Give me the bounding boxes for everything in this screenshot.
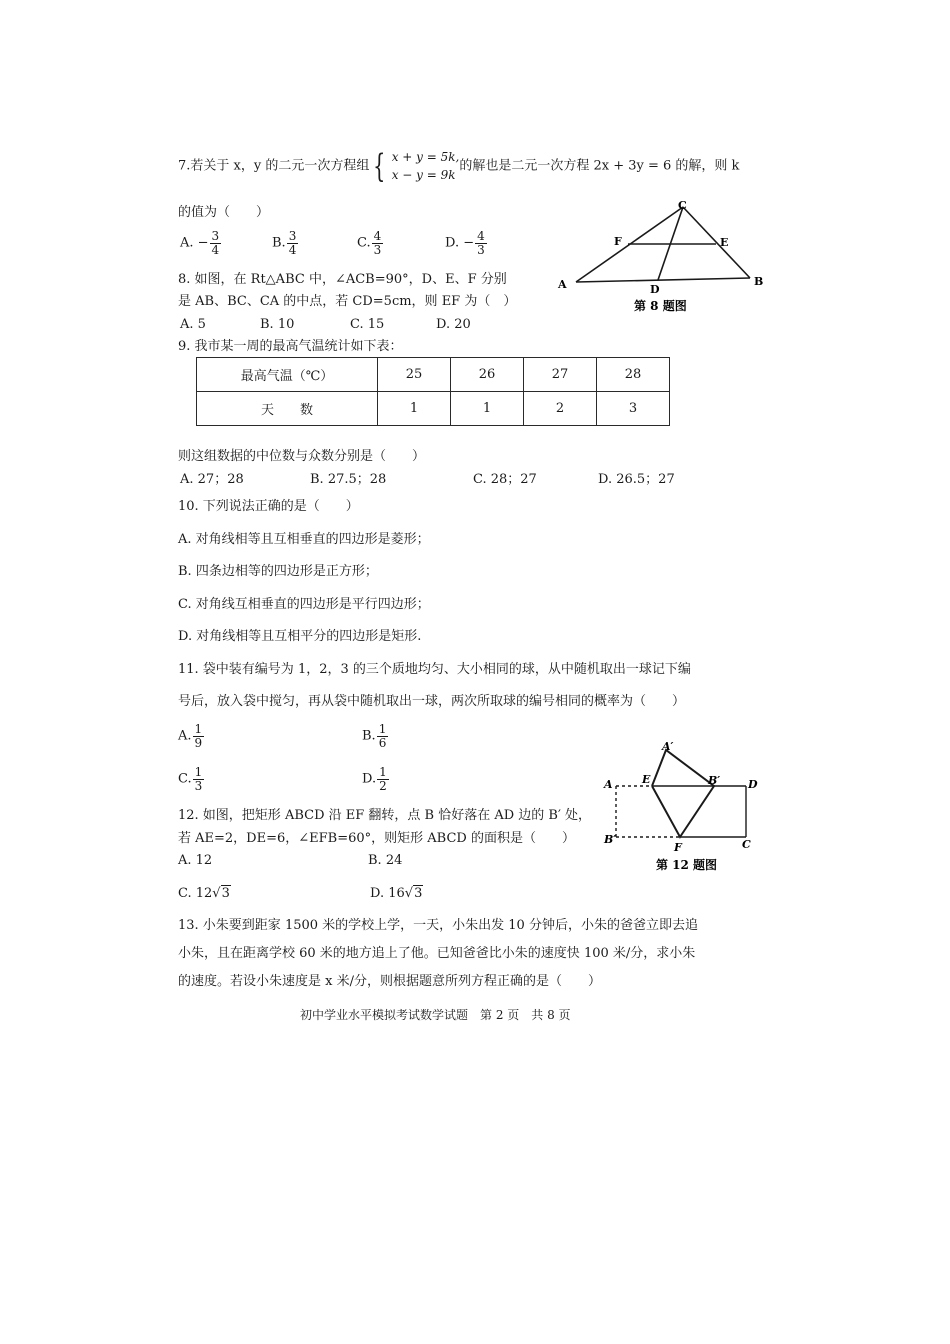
table-cell: 28 — [597, 358, 670, 392]
q10-stem: 10. 下列说法正确的是（ ） — [178, 499, 359, 514]
q12-option-c: C. 12√3 — [178, 886, 230, 901]
q8-option-a: A. 5 — [180, 317, 206, 332]
q9-question: 则这组数据的中位数与众数分别是（ ） — [178, 449, 426, 464]
q12-line2: 若 AE=2，DE=6，∠EFB=60°，则矩形 ABCD 的面积是（ ） — [178, 831, 575, 846]
q10-option-b: B. 四条边相等的四边形是正方形； — [178, 564, 378, 579]
q10-option-c: C. 对角线互相垂直的四边形是平行四边形； — [178, 597, 430, 612]
q12-label-f: F — [674, 841, 682, 854]
q10-option-d: D. 对角线相等且互相平分的四边形是矩形. — [178, 629, 422, 644]
q12-option-a: A. 12 — [178, 853, 213, 868]
q9-stem: 9. 我市某一周的最高气温统计如下表： — [178, 339, 403, 354]
q12-rectangle-figure — [600, 738, 770, 878]
q9-option-a: A. 27；28 — [180, 472, 244, 487]
table-cell: 1 — [378, 392, 451, 426]
q9-option-d: D. 26.5；27 — [598, 472, 675, 487]
q8-option-d: D. 20 — [436, 317, 471, 332]
q7-equation-system — [369, 148, 459, 184]
table-row — [197, 392, 670, 426]
q12-label-d: D — [748, 778, 758, 791]
table-header-temp: 最高气温（℃） — [197, 358, 378, 392]
q8-label-b: B — [754, 275, 764, 288]
q11-line2: 号后，放入袋中搅匀，再从袋中随机取出一球，两次所取球的编号相同的概率为（ ） — [178, 694, 686, 709]
q7-option-a: A. − $\frac{3}{4}$ — [180, 229, 220, 257]
q7-option-b: B. $\frac{3}{4}$ — [272, 229, 297, 257]
q12-label-c: C — [742, 838, 751, 851]
q7-eq1: x + y = 5k, — [391, 150, 460, 164]
q11-option-d: D. $\frac{1}{2}$ — [362, 765, 387, 793]
table-row — [197, 358, 670, 392]
q7-stem — [178, 148, 739, 184]
q10-option-a: A. 对角线相等且互相垂直的四边形是菱形； — [178, 532, 430, 547]
table-cell: 3 — [597, 392, 670, 426]
q12-label-b: B′ — [604, 833, 617, 846]
q7-eq2: x − y = 9k — [391, 168, 456, 182]
q11-option-c: C. $\frac{1}{3}$ — [178, 765, 203, 793]
table-cell: 25 — [378, 358, 451, 392]
q8-line1: 8. 如图，在 Rt△ABC 中，∠ACB=90°，D、E、F 分别 — [178, 272, 507, 287]
q8-triangle-figure — [550, 196, 770, 316]
table-cell: 27 — [524, 358, 597, 392]
q8-option-b: B. 10 — [260, 317, 295, 332]
q8-label-f: F — [614, 235, 622, 248]
q7-line2: 的值为（ ） — [178, 205, 270, 220]
q11-line1: 11. 袋中装有编号为 1，2，3 的三个质地均匀、大小相同的球，从中随机取出一球记下编 — [178, 662, 691, 677]
table-header-days: 天 数 — [197, 392, 378, 426]
q9-option-c: C. 28；27 — [473, 472, 537, 487]
brace-icon: { — [373, 147, 386, 185]
q12-line1: 12. 如图，把矩形 ABCD 沿 EF 翻转，点 B 恰好落在 AD 边的 B′ 处， — [178, 808, 592, 823]
q7-option-c: C. $\frac{4}{3}$ — [357, 229, 382, 257]
q12-label-e: E — [642, 773, 651, 786]
q8-caption: 第 8 题图 — [634, 299, 687, 313]
q8-option-c: C. 15 — [350, 317, 385, 332]
q9-temperature-table — [196, 357, 670, 426]
table-cell: 2 — [524, 392, 597, 426]
q8-label-d: D — [650, 283, 660, 296]
q11-option-b: B. $\frac{1}{6}$ — [362, 722, 387, 750]
q8-label-e: E — [720, 236, 729, 249]
q8-line2: 是 AB、BC、CA 的中点，若 CD=5cm，则 EF 为（ ） — [178, 294, 517, 309]
q8-label-c: C — [678, 199, 687, 212]
q11-option-a: A. $\frac{1}{9}$ — [178, 722, 203, 750]
q13-line1: 13. 小朱要到距家 1500 米的学校上学，一天，小朱出发 10 分钟后，小朱的爸爸立即去追 — [178, 918, 698, 933]
q9-option-b: B. 27.5；28 — [310, 472, 387, 487]
q12-caption: 第 12 题图 — [656, 858, 718, 872]
q12-label-a: A — [604, 778, 613, 791]
table-cell: 1 — [451, 392, 524, 426]
q13-line3: 的速度。若设小朱速度是 x 米/分，则根据题意所列方程正确的是（ ） — [178, 974, 601, 989]
q8-label-a: A — [558, 278, 567, 291]
q12-option-d: D. 16√3 — [370, 886, 423, 901]
q7-option-d: D. − $\frac{4}{3}$ — [445, 229, 485, 257]
table-cell: 26 — [451, 358, 524, 392]
q7-suffix: 的解也是二元一次方程 2x + 3y = 6 的解，则 k — [459, 158, 740, 174]
q12-label-a-prime: A′ — [662, 740, 674, 753]
q12-option-b: B. 24 — [368, 853, 403, 868]
q7-prefix: 7.若关于 x，y 的二元一次方程组 — [178, 158, 370, 174]
page-footer: 初中学业水平模拟考试数学试题 第 2 页 共 8 页 — [300, 1008, 571, 1022]
q12-label-b-prime-top: B′ — [708, 774, 721, 787]
q13-line2: 小朱，且在距离学校 60 米的地方追上了他。已知爸爸比小朱的速度快 100 米/分，求小朱 — [178, 946, 696, 961]
